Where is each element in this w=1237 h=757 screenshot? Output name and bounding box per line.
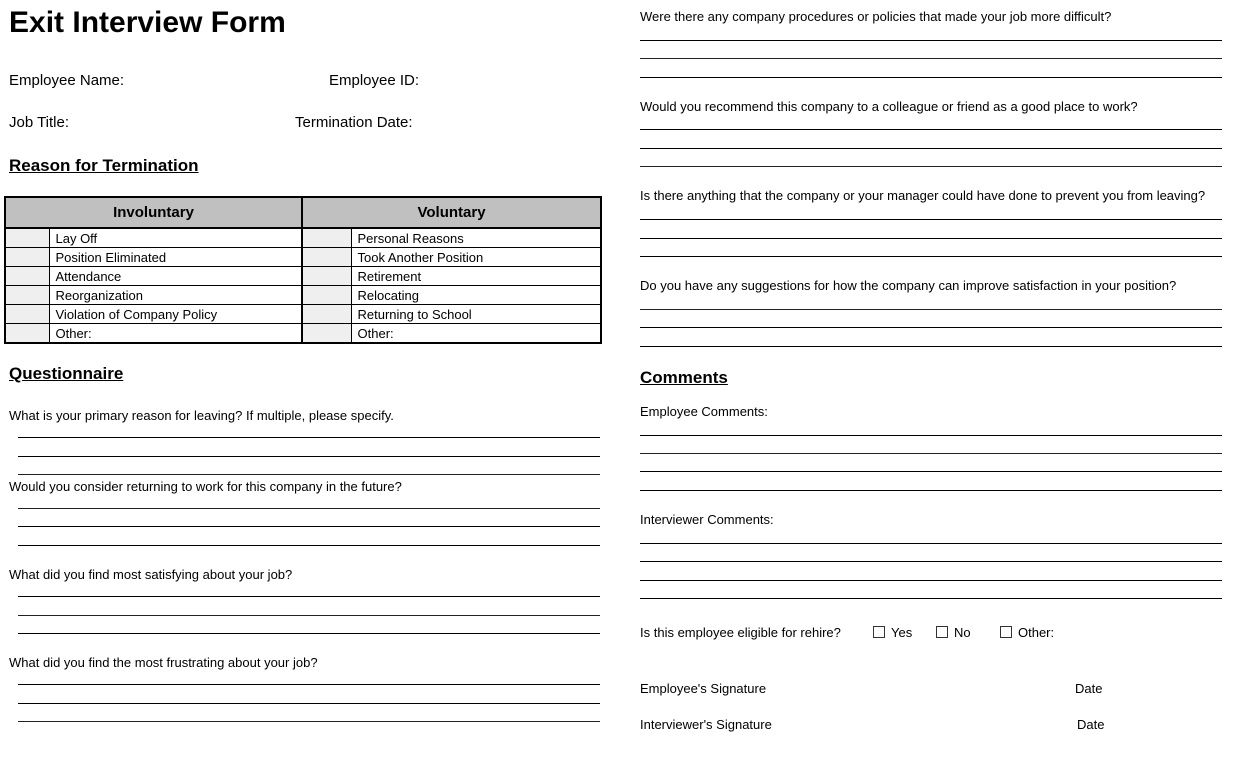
voluntary-reason: Took Another Position <box>351 248 601 267</box>
question-1: What is your primary reason for leaving? If multiple, please specify. <box>9 408 394 423</box>
job-title-label: Job Title: <box>9 114 70 131</box>
interviewer-comments-label: Interviewer Comments: <box>640 512 774 527</box>
voluntary-checkbox-cell[interactable] <box>302 267 351 286</box>
termination-heading: Reason for Termination <box>9 156 199 175</box>
involuntary-checkbox-cell[interactable] <box>5 305 49 324</box>
answer-line[interactable] <box>640 309 1222 310</box>
checkbox-icon[interactable] <box>936 626 948 638</box>
voluntary-reason: Relocating <box>351 286 601 305</box>
answer-line[interactable] <box>640 327 1222 328</box>
comments-heading: Comments <box>640 368 728 387</box>
answer-line[interactable] <box>18 456 600 457</box>
termination-date-label: Termination Date: <box>295 114 413 131</box>
table-row <box>5 286 601 305</box>
involuntary-reason: Position Eliminated <box>49 248 302 267</box>
involuntary-checkbox-cell[interactable] <box>5 324 49 344</box>
voluntary-checkbox-cell[interactable] <box>302 324 351 344</box>
involuntary-reason: Other: <box>49 324 302 344</box>
comment-line[interactable] <box>640 471 1222 472</box>
comment-line[interactable] <box>640 453 1222 454</box>
answer-line[interactable] <box>18 474 600 475</box>
question-2: Would you consider returning to work for this company in the future? <box>9 479 402 494</box>
involuntary-reason: Violation of Company Policy <box>49 305 302 324</box>
answer-line[interactable] <box>640 256 1222 257</box>
answer-line[interactable] <box>18 615 600 616</box>
table-row <box>5 305 601 324</box>
answer-line[interactable] <box>640 77 1222 78</box>
answer-line[interactable] <box>18 526 600 527</box>
answer-line[interactable] <box>18 703 600 704</box>
answer-line[interactable] <box>18 437 600 438</box>
answer-line[interactable] <box>640 148 1222 149</box>
answer-line[interactable] <box>640 58 1222 59</box>
table-row <box>5 248 601 267</box>
interviewer-signature-date-label: Date <box>1077 717 1105 732</box>
comment-line[interactable] <box>640 561 1222 562</box>
rehire-option-no[interactable]: No <box>936 625 971 640</box>
answer-line[interactable] <box>640 238 1222 239</box>
voluntary-checkbox-cell[interactable] <box>302 305 351 324</box>
employee-signature-date-label: Date <box>1075 681 1103 696</box>
question-3: What did you find most satisfying about your job? <box>9 567 293 582</box>
voluntary-checkbox-cell[interactable] <box>302 248 351 267</box>
comment-line[interactable] <box>640 580 1222 581</box>
answer-line[interactable] <box>18 684 600 685</box>
involuntary-reason: Lay Off <box>49 228 302 248</box>
rehire-question: Is this employee eligible for rehire? <box>640 625 841 640</box>
question-5: Were there any company procedures or policies that made your job more difficult? <box>640 9 1112 24</box>
employee-name-label: Employee Name: <box>9 72 125 89</box>
table-row <box>5 324 601 344</box>
comment-line[interactable] <box>640 490 1222 491</box>
involuntary-reason: Reorganization <box>49 286 302 305</box>
comment-line[interactable] <box>640 598 1222 599</box>
questionnaire-heading: Questionnaire <box>9 364 124 383</box>
voluntary-header: Voluntary <box>302 197 601 228</box>
involuntary-checkbox-cell[interactable] <box>5 248 49 267</box>
answer-line[interactable] <box>18 596 600 597</box>
answer-line[interactable] <box>640 166 1222 167</box>
question-4: What did you find the most frustrating about your job? <box>9 655 318 670</box>
employee-id-label: Employee ID: <box>329 72 420 89</box>
involuntary-checkbox-cell[interactable] <box>5 286 49 305</box>
voluntary-reason: Personal Reasons <box>351 228 601 248</box>
rehire-option-yes[interactable]: Yes <box>873 625 912 640</box>
table-row <box>5 267 601 286</box>
involuntary-reason: Attendance <box>49 267 302 286</box>
answer-line[interactable] <box>640 40 1222 41</box>
question-8: Do you have any suggestions for how the company can improve satisfaction in your position? <box>640 278 1177 293</box>
question-6: Would you recommend this company to a colleague or friend as a good place to work? <box>640 99 1138 114</box>
form-title: Exit Interview Form <box>9 6 286 39</box>
employee-signature-label: Employee's Signature <box>640 681 767 696</box>
involuntary-header: Involuntary <box>5 197 302 228</box>
checkbox-icon[interactable] <box>1000 626 1012 638</box>
employee-comments-label: Employee Comments: <box>640 404 768 419</box>
comment-line[interactable] <box>640 543 1222 544</box>
answer-line[interactable] <box>640 346 1222 347</box>
termination-reasons-table <box>4 196 602 344</box>
answer-line[interactable] <box>18 545 600 546</box>
voluntary-checkbox-cell[interactable] <box>302 286 351 305</box>
answer-line[interactable] <box>18 508 600 509</box>
voluntary-reason: Retirement <box>351 267 601 286</box>
checkbox-icon[interactable] <box>873 626 885 638</box>
involuntary-checkbox-cell[interactable] <box>5 228 49 248</box>
voluntary-reason: Other: <box>351 324 601 344</box>
question-7: Is there anything that the company or your manager could have done to prevent you from leaving? <box>640 188 1206 203</box>
interviewer-signature-label: Interviewer's Signature <box>640 717 772 732</box>
answer-line[interactable] <box>18 721 600 722</box>
involuntary-checkbox-cell[interactable] <box>5 267 49 286</box>
answer-line[interactable] <box>18 633 600 634</box>
answer-line[interactable] <box>640 129 1222 130</box>
answer-line[interactable] <box>640 219 1222 220</box>
rehire-option-other[interactable]: Other: <box>1000 625 1054 640</box>
table-row <box>5 228 601 248</box>
comment-line[interactable] <box>640 435 1222 436</box>
voluntary-checkbox-cell[interactable] <box>302 228 351 248</box>
voluntary-reason: Returning to School <box>351 305 601 324</box>
